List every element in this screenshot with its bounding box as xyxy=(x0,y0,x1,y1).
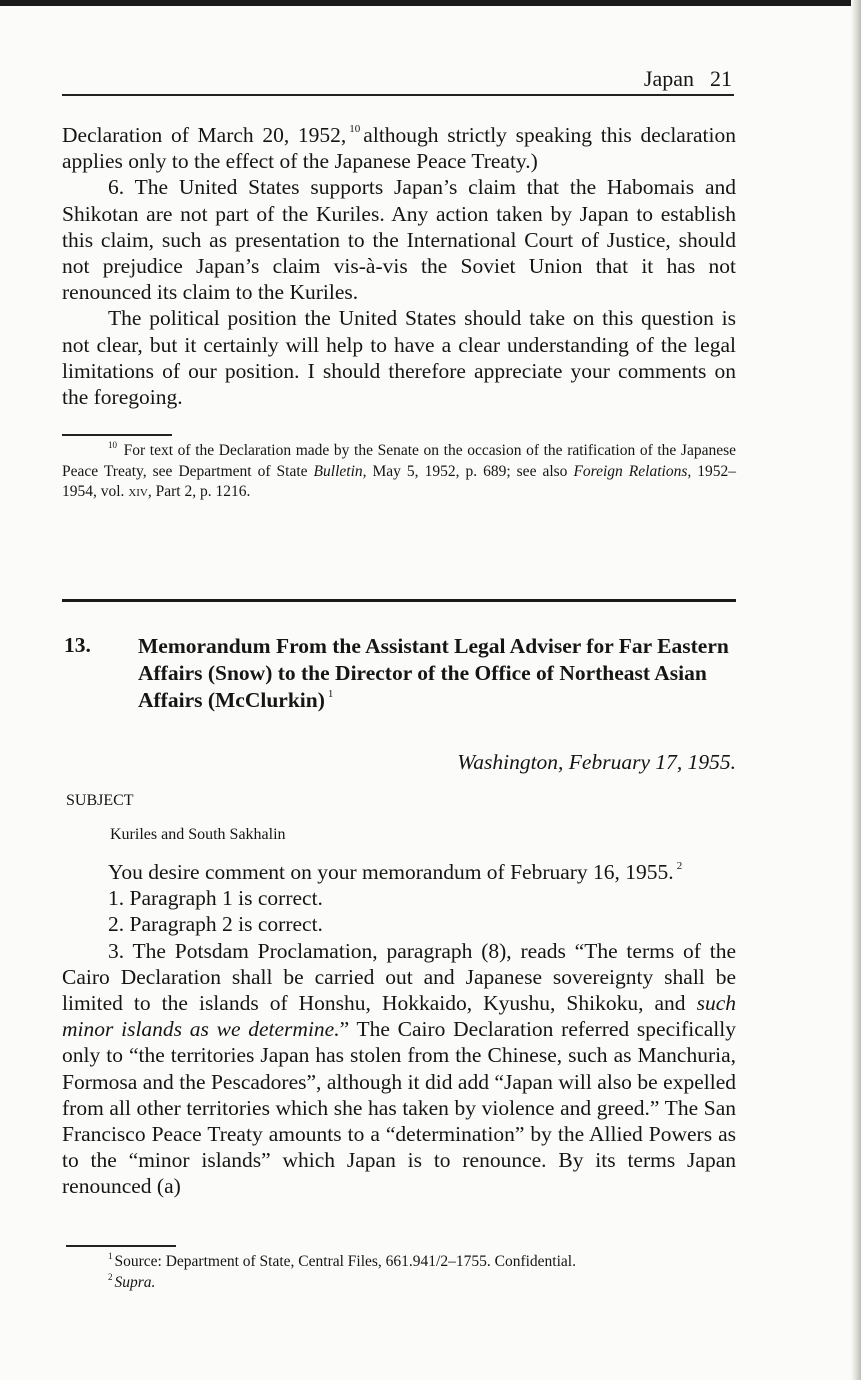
section-divider xyxy=(62,599,736,602)
subject-text: Kuriles and South Sakhalin xyxy=(110,826,286,843)
footnote-text: , Part 2, p. 1216. xyxy=(147,483,251,500)
paragraph-point-1: 1. Paragraph 1 is correct. xyxy=(108,886,323,911)
footnote-rule xyxy=(62,434,172,436)
paragraph-text: You desire comment on your memorandum of February 16, 1955. xyxy=(108,860,674,884)
paragraph-text: ” The Cairo Declaration referred specifically only to “the territories Japan has stolen from the Chinese, such as Manchuria, Formosa and the Pescadores”, although it did add “Japan will also be expelled from all other territories which she has taken by violence and greed.” The San Francisco Peace Treaty amounts to a “determination” by the Allied Powers as to the “minor islands” which Japan is to renounce. By its terms Japan renounced (a) xyxy=(62,1017,736,1199)
footnote-ref-10[interactable]: 10 xyxy=(349,123,361,135)
volume-numeral: xiv xyxy=(128,483,148,500)
subject-label: SUBJECT xyxy=(66,792,134,809)
paragraph-point-3 xyxy=(62,938,736,1200)
paragraph-italic: such minor islands as we determine. xyxy=(62,991,736,1042)
continued-text xyxy=(62,122,736,410)
memorandum-body xyxy=(62,859,736,1200)
running-head xyxy=(62,66,734,96)
footnote-2 xyxy=(62,1273,736,1294)
footnote-text: Source: Department of State, Central Files, 661.941/2–1755. Confidential. xyxy=(114,1253,576,1270)
footnote-text: May 5, 1952, p. 689; see also xyxy=(372,462,568,480)
paragraph-point-2: 2. Paragraph 2 is correct. xyxy=(108,912,323,937)
footnote-ref-1[interactable]: 1 xyxy=(327,688,334,700)
footnote-1 xyxy=(62,1252,736,1273)
footnote-text: 1952–1954, vol. xyxy=(62,462,736,500)
paragraph-text: although strictly speaking this declaration applies only to the effect of the Japanese Peace Treaty.) xyxy=(62,123,736,174)
footnote-marker: 1 xyxy=(108,1251,113,1261)
paragraph-continued xyxy=(62,122,736,174)
footnote-10 xyxy=(62,441,736,503)
document-number: 13. xyxy=(64,633,91,657)
page-right-edge-shadow xyxy=(851,0,861,1380)
footnote-rule xyxy=(66,1245,176,1247)
document-title xyxy=(138,633,738,714)
paragraph-text: 3. The Potsdam Proclamation, paragraph (8), reads “The terms of the Cairo Declaration shall be carried out and Japanese sovereignty shall be limited to the islands of Honshu, Hokkaido, Kyushu, Shikoku, and xyxy=(62,938,736,1016)
footnote-ref-2[interactable]: 2 xyxy=(676,860,683,872)
document-title-text: Memorandum From the Assistant Legal Adviser for Far Eastern Affairs (Snow) to the Director of the Office of Northeast Asian Affairs (McClurkin) xyxy=(138,634,729,712)
footnotes-bottom xyxy=(62,1252,736,1293)
running-head-title: Japan xyxy=(643,66,694,91)
running-head-text xyxy=(644,66,732,92)
page-number: 21 xyxy=(710,66,732,91)
footnote-marker: 10 xyxy=(108,440,117,450)
paragraph-text: Declaration of March 20, 1952, xyxy=(62,123,347,147)
page-top-edge xyxy=(0,0,861,6)
footnote-italic: Foreign Relations, xyxy=(573,462,692,480)
footnote-text: For text of the Declaration made by the Senate on the occasion of the ratification of the Japanese Peace Treaty, see Department of State xyxy=(62,442,737,480)
paragraph-intro xyxy=(62,859,736,885)
paragraph-point-6: 6. The United States supports Japan’s claim that the Habomais and Shikotan are not part of the Kuriles. Any action taken by Japan to establish this claim, such as presentation to the International Court of Justice, should not prejudice Japan’s claim vis-à-vis the Soviet Union that it has not renounced its claim to the Kuriles. xyxy=(62,175,736,305)
footnote-italic: Bulletin, xyxy=(313,462,367,480)
footnote-text: Supra. xyxy=(114,1273,156,1291)
paragraph-political-position: The political position the United States should take on this question is not clear, but it certainly will help to have a clear understanding of the legal limitations of our position. I should therefore appreciate your comments on the foregoing. xyxy=(62,306,736,410)
dateline: Washington, February 17, 1955. xyxy=(457,750,736,774)
footnote-marker: 2 xyxy=(108,1271,113,1282)
